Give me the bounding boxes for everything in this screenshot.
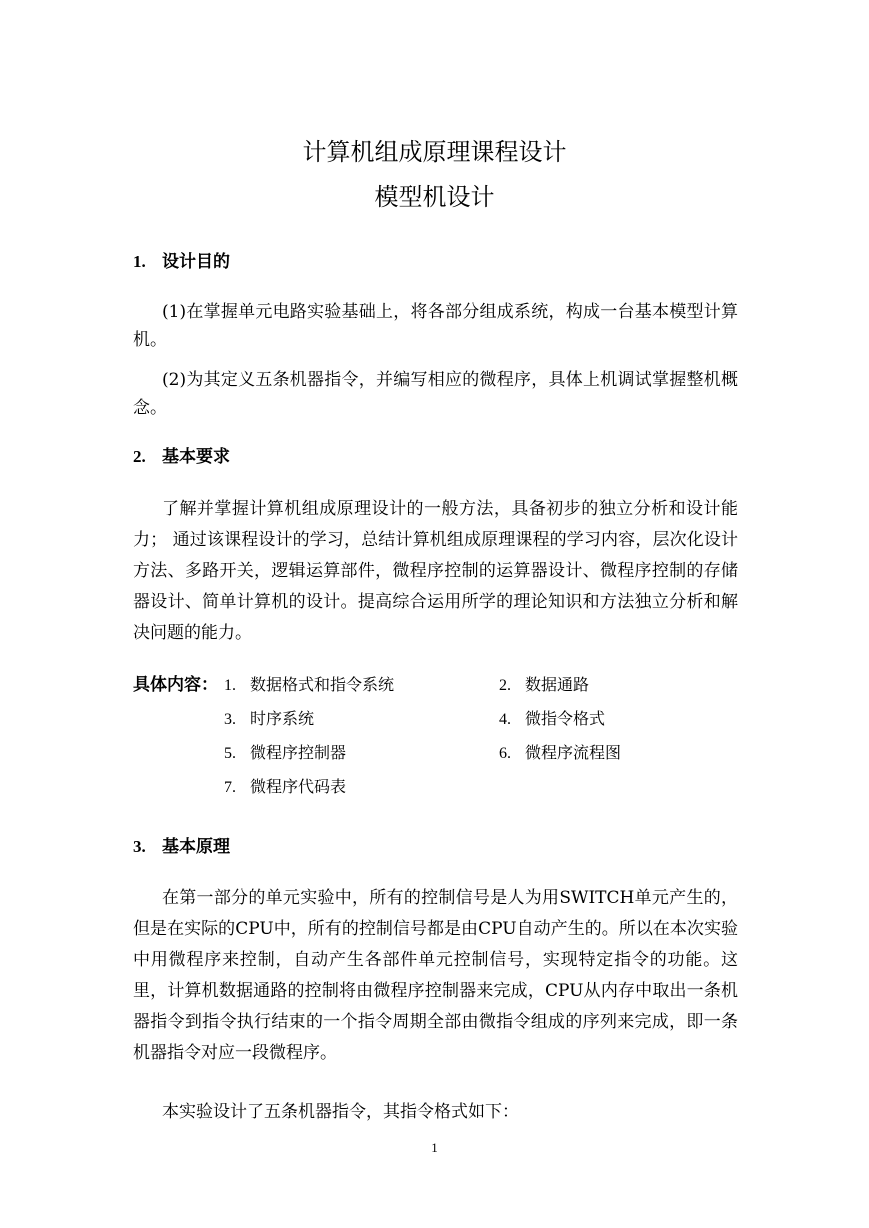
content-item xyxy=(224,708,314,731)
section-3-paragraph-2: 本实验设计了五条机器指令，其指令格式如下： xyxy=(162,1102,519,1122)
item-text: 数据格式和指令系统 xyxy=(250,675,395,694)
item-number: 1. xyxy=(224,677,236,694)
item-number: 2. xyxy=(499,677,511,694)
item-number: 6. xyxy=(499,745,511,762)
item-number: 4. xyxy=(499,711,511,728)
content-label: 具体内容： xyxy=(133,675,218,695)
section-title: 基本原理 xyxy=(162,837,230,857)
content-item xyxy=(499,674,589,697)
section-1-paragraph-1: (1)在掌握单元电路实验基础上，将各部分组成系统，构成一台基本模型计算机。 xyxy=(133,302,738,350)
content-item xyxy=(224,742,346,765)
section-3-heading xyxy=(133,836,230,858)
section-1-paragraph-2: (2)为其定义五条机器指令，并编写相应的微程序，具体上机调试掌握整机概念。 xyxy=(133,370,738,418)
item-number: 5. xyxy=(224,745,236,762)
section-number: 2. xyxy=(133,447,146,466)
document-title: 计算机组成原理课程设计 xyxy=(302,138,567,166)
section-title: 基本要求 xyxy=(162,447,230,467)
page-number: 1 xyxy=(431,1140,438,1155)
content-item xyxy=(224,674,394,697)
item-number: 7. xyxy=(224,779,236,796)
item-text: 微程序流程图 xyxy=(525,743,622,762)
section-2-paragraph-1: 了解并掌握计算机组成原理设计的一般方法，具备初步的独立分析和设计能力； 通过该课程设计的学习，总结计算机组成原理课程的学习内容，层次化设计方法、多路开关，逻辑运算部件，微程序控制的运算器设计、微程序控制的存储器设计、简单计算机的设计。提高综合运用所学的理论知识和方法独立分析和解决问题的能力。 xyxy=(133,499,738,643)
content-item xyxy=(224,776,346,799)
item-text: 数据通路 xyxy=(525,675,590,694)
item-text: 微指令格式 xyxy=(525,709,606,728)
item-text: 时序系统 xyxy=(250,709,315,728)
item-number: 3. xyxy=(224,711,236,728)
section-2-heading xyxy=(133,446,230,468)
section-title: 设计目的 xyxy=(162,252,230,272)
content-item xyxy=(499,742,621,765)
document-subtitle: 模型机设计 xyxy=(374,183,495,211)
item-text: 微程序控制器 xyxy=(250,743,347,762)
section-number: 1. xyxy=(133,252,146,271)
section-3-paragraph-1: 在第一部分的单元实验中，所有的控制信号是人为用SWITCH单元产生的，但是在实际的CPU中，所有的控制信号都是由CPU自动产生的。所以在本次实验中用微程序来控制，自动产生各部件单元控制信号，实现特定指令的功能。这里，计算机数据通路的控制将由微程序控制器来完成，CPU从内存中取出一条机器指令到指令执行结束的一个指令周期全部由微指令组成的序列来完成，即一条机器指令对应一段微程序。 xyxy=(133,888,738,1063)
section-number: 3. xyxy=(133,837,146,856)
item-text: 微程序代码表 xyxy=(250,777,347,796)
section-1-heading xyxy=(133,251,230,273)
content-item xyxy=(499,708,605,731)
